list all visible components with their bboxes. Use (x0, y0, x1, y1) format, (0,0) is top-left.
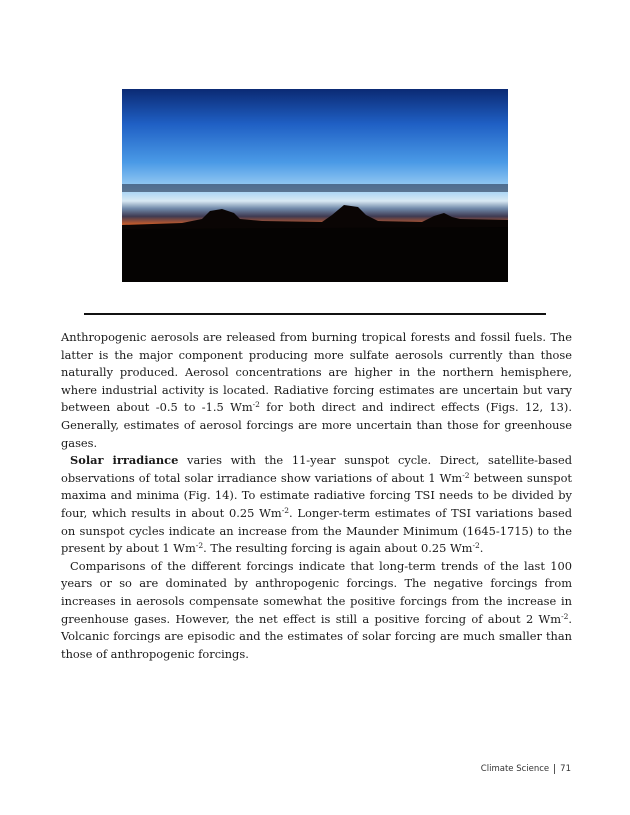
text-span: . The resulting forcing is again about 0.25 Wm (203, 541, 473, 556)
page-footer (481, 764, 571, 774)
superscript: -2 (281, 505, 289, 515)
footer-title: Climate Science (480, 764, 550, 774)
paragraph-solar-irradiance (61, 452, 572, 558)
text-span: . Longer-term estimates of TSI variations based on sunspot cycles indicate an increase from the Maunder Minimum (1645-1715) to the present by about 1 Wm (61, 505, 573, 556)
text-span: between sunspot maxima and minima (Fig. 14). To estimate radiative forcing TSI needs to be divided by four, which results in about 0.25 Wm (61, 470, 572, 520)
text-span: . (479, 541, 484, 556)
page-number: 71 (560, 764, 571, 774)
body-text (61, 329, 572, 663)
superscript: -2 (252, 400, 260, 410)
term-solar-irradiance: Solar irradiance (70, 453, 179, 468)
superscript: -2 (472, 541, 480, 551)
text-span: for both direct and indirect effects (Figs. 12, 13). Generally, estimates of aerosol forcings are more uncertain than those for greenhouse gases. (61, 400, 572, 450)
superscript: -2 (462, 470, 470, 480)
sunset-photo-graphic (122, 89, 508, 282)
footer-separator (554, 764, 555, 774)
text-span: Comparisons of the different forcings indicate that long-term trends of the last 100 years or so are dominated by anthropogenic forcings. The negative forcings from increases in aerosols compensate somewhat the positive forcings from the increase in greenhouse gases. However, the net effect is still a positive forcing of about 2 Wm (61, 558, 572, 626)
text-span: . Volcanic forcings are episodic and the estimates of solar forcing are much smaller than those of anthropogenic forcings. (61, 611, 572, 661)
sunset-horizon-photo (122, 89, 508, 282)
paragraph-comparisons (61, 558, 572, 664)
section-divider-rule (84, 313, 546, 315)
text-span: Anthropogenic aerosols are released from burning tropical forests and fossil fuels. The latter is the major component producing more sulfate aerosols currently than those naturally produced. Aerosol concentrations are higher in the northern hemisphere, where industrial activity is located. Radiative forcing estimates are uncertain but vary between about -0.5 to -1.5 Wm (61, 330, 572, 415)
paragraph-aerosols (61, 329, 572, 452)
text-span: varies with the 11-year sunspot cycle. Direct, satellite-based observations of total solar irradiance show variations of about 1 Wm (61, 453, 572, 485)
superscript: -2 (195, 541, 204, 551)
superscript: -2 (561, 611, 569, 621)
